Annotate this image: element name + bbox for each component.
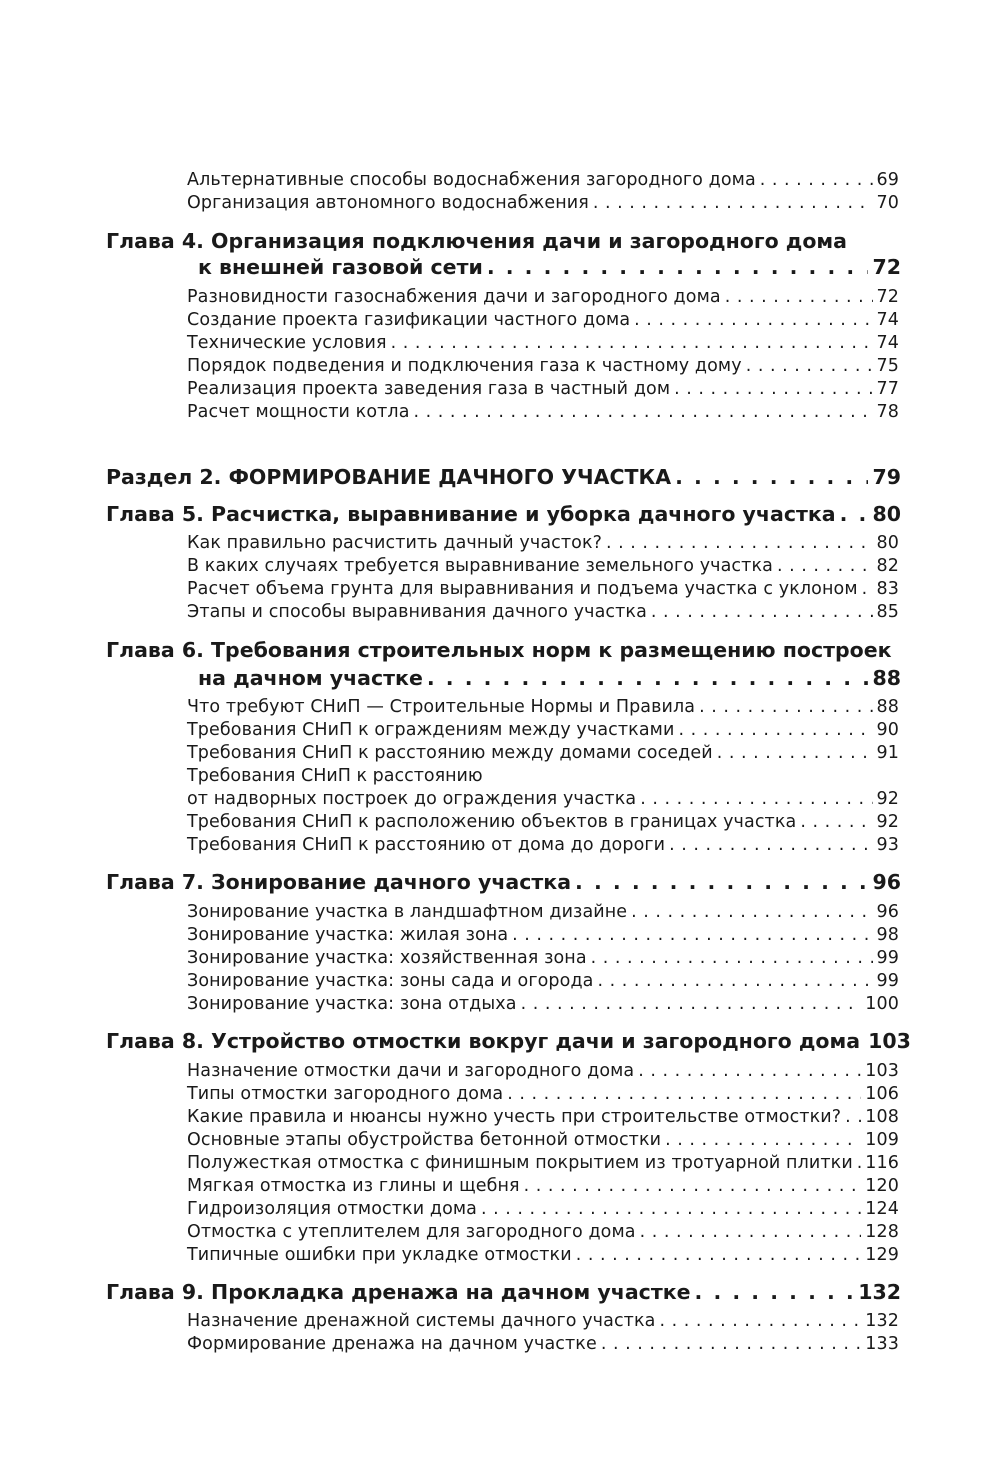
dot-leader xyxy=(638,1061,861,1081)
entry-page: 74 xyxy=(876,333,899,353)
entry-page: 98 xyxy=(876,925,899,945)
section-title: Раздел 2. ФОРМИРОВАНИЕ ДАЧНОГО УЧАСТКА xyxy=(106,465,672,489)
dot-leader xyxy=(631,902,872,922)
entry-title: Как правильно расчистить дачный участок? xyxy=(187,533,603,553)
entry-page: 132 xyxy=(865,1311,899,1331)
dot-leader xyxy=(597,971,872,991)
dot-leader xyxy=(678,720,872,740)
chapter-title: Глава 9. Прокладка дренажа на дачном участке xyxy=(106,1280,691,1304)
entry-title: Разновидности газоснабжения дачи и загородного дома xyxy=(187,287,721,307)
dot-leader xyxy=(640,789,872,809)
chapter-6-entry[interactable] xyxy=(198,666,901,690)
entry-title: Создание проекта газификации частного дома xyxy=(187,310,631,330)
toc-entry[interactable] xyxy=(187,356,899,376)
entry-title: Требования СНиП к ограждениям между участками xyxy=(187,720,675,740)
toc-entry[interactable] xyxy=(187,1107,899,1127)
entry-page: 133 xyxy=(865,1334,899,1354)
entry-page: 96 xyxy=(876,902,899,922)
entry-title: Основные этапы обустройства бетонной отмостки xyxy=(187,1130,662,1150)
dot-leader xyxy=(659,1311,861,1331)
dot-leader xyxy=(840,502,869,526)
dot-leader xyxy=(427,666,869,690)
toc-entry[interactable] xyxy=(187,602,899,622)
entry-title: Что требуют СНиП — Строительные Нормы и Правила xyxy=(187,697,696,717)
toc-entry[interactable] xyxy=(187,1153,899,1173)
entry-page: 108 xyxy=(865,1107,899,1127)
toc-entry[interactable] xyxy=(187,902,899,922)
chapter-title: Глава 7. Зонирование дачного участка xyxy=(106,870,572,894)
dot-leader xyxy=(717,743,873,763)
dot-leader xyxy=(601,1334,861,1354)
entry-page: 82 xyxy=(876,556,899,576)
toc-entry[interactable] xyxy=(187,379,899,399)
entry-title: Зонирование участка в ландшафтном дизайне xyxy=(187,902,628,922)
toc-entry[interactable] xyxy=(187,925,899,945)
entry-title: Назначение дренажной системы дачного участка xyxy=(187,1311,656,1331)
section-page: 79 xyxy=(872,465,901,489)
entry-page: 83 xyxy=(876,579,899,599)
dot-leader xyxy=(575,870,868,894)
entry-title: Требования СНиП к расстоянию между домами соседей xyxy=(187,743,713,763)
toc-entry[interactable] xyxy=(187,193,899,213)
entry-page: 90 xyxy=(876,720,899,740)
entry-page: 103 xyxy=(865,1061,899,1081)
dot-leader xyxy=(512,925,872,945)
dot-leader xyxy=(591,948,873,968)
toc-entry[interactable] xyxy=(187,1245,899,1265)
dot-leader xyxy=(634,310,872,330)
entry-page: 100 xyxy=(865,994,899,1014)
toc-entry[interactable] xyxy=(187,287,899,307)
dot-leader xyxy=(640,1222,862,1242)
entry-page: 75 xyxy=(876,356,899,376)
chapter-page: 103 xyxy=(868,1029,911,1053)
dot-leader xyxy=(524,1176,862,1196)
entry-page: 93 xyxy=(876,835,899,855)
entry-title: Порядок подведения и подключения газа к частному дому xyxy=(187,356,742,376)
dot-leader xyxy=(699,697,872,717)
entry-title: Зонирование участка: зоны сада и огорода xyxy=(187,971,594,991)
entry-title: Зонирование участка: зона отдыха xyxy=(187,994,517,1014)
dot-leader xyxy=(777,556,873,576)
entry-title: Формирование дренажа на дачном участке xyxy=(187,1334,597,1354)
entry-title: Какие правила и нюансы нужно учесть при строительстве отмостки? xyxy=(187,1107,842,1127)
toc-entry[interactable] xyxy=(187,812,899,832)
entry-page: 109 xyxy=(865,1130,899,1150)
chapter-7-entry[interactable] xyxy=(106,870,901,894)
chapter-page: 80 xyxy=(872,502,901,526)
chapter-5-entry[interactable] xyxy=(106,502,901,526)
entry-title: Типы отмостки загородного дома xyxy=(187,1084,504,1104)
entry-title: Реализация проекта заведения газа в частный дом xyxy=(187,379,671,399)
entry-title: Зонирование участка: жилая зона xyxy=(187,925,509,945)
toc-entry[interactable] xyxy=(187,310,899,330)
entry-page: 78 xyxy=(876,402,899,422)
dot-leader xyxy=(862,579,873,599)
chapter-4-title[interactable]: Глава 4. Организация подключения дачи и загородного дома xyxy=(106,229,848,253)
entry-page: 88 xyxy=(876,697,899,717)
entry-title: Требования СНиП к расположению объектов в границах участка xyxy=(187,812,797,832)
toc-entry[interactable] xyxy=(187,1222,899,1242)
entry-page: 77 xyxy=(876,379,899,399)
entry-title: Типичные ошибки при укладке отмостки xyxy=(187,1245,572,1265)
dot-leader xyxy=(674,379,872,399)
dot-leader xyxy=(606,533,872,553)
dot-leader xyxy=(665,1130,861,1150)
toc-entry[interactable] xyxy=(187,835,899,855)
dot-leader xyxy=(800,812,872,832)
entry-page: 80 xyxy=(876,533,899,553)
entry-page: 120 xyxy=(865,1176,899,1196)
toc-entry[interactable] xyxy=(187,1311,899,1331)
chapter-title-cont: к внешней газовой сети xyxy=(198,255,483,279)
entry-title: Расчет мощности котла xyxy=(187,402,410,422)
entry-page: 99 xyxy=(876,948,899,968)
dot-leader xyxy=(521,994,862,1014)
dot-leader xyxy=(675,465,868,489)
toc-entry[interactable] xyxy=(187,556,899,576)
entry-title: Требования СНиП к расстоянию от дома до дороги xyxy=(187,835,666,855)
entry-page: 128 xyxy=(865,1222,899,1242)
entry-page: 69 xyxy=(876,170,899,190)
entry-page: 72 xyxy=(876,287,899,307)
entry-title: Мягкая отмостка из глины и щебня xyxy=(187,1176,520,1196)
entry-title: Организация автономного водоснабжения xyxy=(187,193,589,213)
entry-page: 99 xyxy=(876,971,899,991)
dot-leader xyxy=(651,602,873,622)
dot-leader xyxy=(414,402,873,422)
entry-title: Зонирование участка: хозяйственная зона xyxy=(187,948,587,968)
toc-entry[interactable] xyxy=(187,743,899,763)
dot-leader xyxy=(760,170,873,190)
dot-leader xyxy=(576,1245,862,1265)
toc-entry[interactable] xyxy=(187,1130,899,1150)
chapter-8-entry[interactable] xyxy=(106,1029,911,1053)
chapter-page: 132 xyxy=(858,1280,901,1304)
toc-entry[interactable] xyxy=(187,1334,899,1354)
chapter-9-entry[interactable] xyxy=(106,1280,901,1304)
entry-title: В каких случаях требуется выравнивание земельного участка xyxy=(187,556,773,576)
entry-page: 129 xyxy=(865,1245,899,1265)
entry-page: 92 xyxy=(876,812,899,832)
chapter-title-cont: на дачном участке xyxy=(198,666,423,690)
entry-page: 116 xyxy=(865,1153,899,1173)
toc-entry[interactable] xyxy=(187,402,899,422)
entry-page: 74 xyxy=(876,310,899,330)
chapter-title: Глава 8. Устройство отмостки вокруг дачи и загородного дома xyxy=(106,1029,861,1053)
toc-entry[interactable] xyxy=(187,170,899,190)
dot-leader xyxy=(507,1084,861,1104)
toc-entry[interactable] xyxy=(187,994,899,1014)
entry-page: 70 xyxy=(876,193,899,213)
entry-title: Отмостка с утеплителем для загородного дома xyxy=(187,1222,636,1242)
chapter-title: Глава 5. Расчистка, выравнивание и уборка дачного участка xyxy=(106,502,836,526)
entry-page: 91 xyxy=(876,743,899,763)
entry-page: 106 xyxy=(865,1084,899,1104)
entry-title: Альтернативные способы водоснабжения загородного дома xyxy=(187,170,756,190)
chapter-page: 96 xyxy=(872,870,901,894)
toc-entry[interactable] xyxy=(187,333,899,353)
toc-entry[interactable] xyxy=(187,720,899,740)
section-2-entry[interactable] xyxy=(106,465,901,489)
chapter-page: 72 xyxy=(872,255,901,279)
dot-leader xyxy=(593,193,873,213)
entry-title: Этапы и способы выравнивания дачного участка xyxy=(187,602,647,622)
dot-leader xyxy=(487,255,869,279)
toc-entry[interactable] xyxy=(187,971,899,991)
chapter-4-entry[interactable] xyxy=(198,255,901,279)
toc-entry[interactable] xyxy=(187,1176,899,1196)
entry-title: Назначение отмостки дачи и загородного дома xyxy=(187,1061,635,1081)
toc-entry[interactable] xyxy=(187,533,899,553)
toc-entry[interactable] xyxy=(187,579,899,599)
toc-entry[interactable] xyxy=(187,1084,899,1104)
entry-title: Расчет объема грунта для выравнивания и подъема участка с уклоном xyxy=(187,579,858,599)
entry-page: 124 xyxy=(865,1199,899,1219)
toc-entry[interactable] xyxy=(187,789,899,809)
dot-leader xyxy=(746,356,873,376)
entry-title: Технические условия xyxy=(187,333,387,353)
entry-title: Гидроизоляция отмостки дома xyxy=(187,1199,477,1219)
dot-leader xyxy=(845,1107,861,1127)
entry-page: 92 xyxy=(876,789,899,809)
entry-title: Полужесткая отмостка с финишным покрытием из тротуарной плитки xyxy=(187,1153,853,1173)
entry-page: 85 xyxy=(876,602,899,622)
chapter-page: 88 xyxy=(872,666,901,690)
dot-leader xyxy=(481,1199,861,1219)
toc-entry[interactable] xyxy=(187,1061,899,1081)
dot-leader xyxy=(669,835,872,855)
dot-leader xyxy=(695,1280,855,1304)
toc-entry[interactable] xyxy=(187,697,899,717)
dot-leader xyxy=(725,287,873,307)
dot-leader xyxy=(391,333,873,353)
toc-entry[interactable] xyxy=(187,948,899,968)
entry-title: от надворных построек до ограждения участка xyxy=(187,789,637,809)
dot-leader xyxy=(857,1153,862,1173)
entry-title-line1[interactable]: Требования СНиП к расстоянию xyxy=(187,766,483,786)
toc-entry[interactable] xyxy=(187,1199,899,1219)
chapter-6-title[interactable]: Глава 6. Требования строительных норм к размещению построек xyxy=(106,638,892,662)
